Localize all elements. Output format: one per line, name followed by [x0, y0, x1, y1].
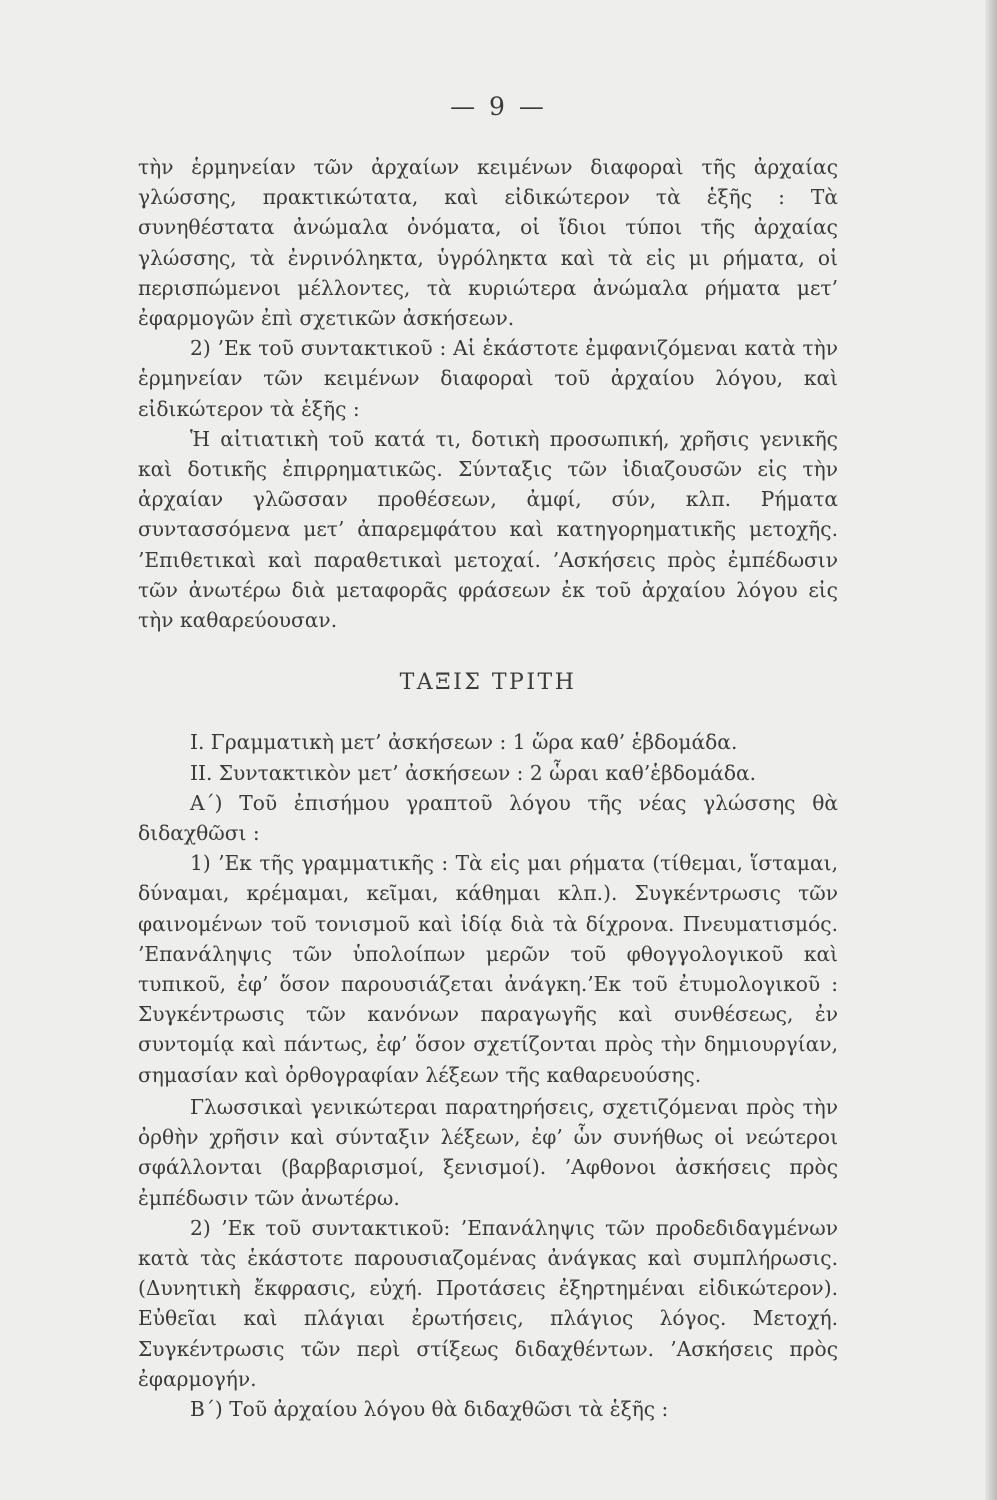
paragraph-grammar-continuation: τὴν ἑρμηνείαν τῶν ἀρχαίων κειμένων διαφοραὶ τῆς ἀρχαίας γλώσσης, πρακτικώτατα, καὶ εἰδικώτερον τὰ ἑξῆς : Τὰ συνηθέστατα ἀνώμαλα ὀνόματα, οἱ ἴδιοι τύποι τῆς ἀρχαίας γλώσσης, τὰ ἐνρινόληκτα, ὑγρόληκτα καὶ τὰ εἰς μι ρήματα, οἱ περισπώμενοι μέλλοντες, τὰ κυριώτερα ἀνώμαλα ρήματα μετ’ ἐφαρμογῶν ἐπὶ σχετικῶν ἀσκήσεων.: [138, 155, 838, 331]
body-text: [138, 152, 838, 1424]
schedule-item-syntax: II. Συντακτικὸν μετ’ ἀσκήσεων : 2 ὧραι καθ’ἑβδομάδα.: [190, 760, 757, 785]
section-a-linguistic-notes: Γλωσσικαὶ γενικώτεραι παρατηρήσεις, σχετιζόμεναι πρὸς τὴν ὀρθὴν χρῆσιν καὶ σύνταξιν λέξεων, ἐφ’ ὧν συνήθως οἱ νεώτεροι σφάλλονται (βαρβαρισμοί, ξενισμοί). ’Αφθονοι ἀσκήσεις πρὸς ἐμπέδωσιν τῶν ἀνωτέρω.: [138, 1094, 838, 1210]
section-a-grammar: 1) ’Εκ τῆς γραμματικῆς : Τὰ εἰς μαι ρήματα (τίθεμαι, ἵσταμαι, δύναμαι, κρέμαμαι, κεῖμαι, κάθημαι κλπ.). Συγκέντρωσις τῶν φαινομένων τοῦ τονισμοῦ καὶ ἰδίᾳ διὰ τὰ δίχρονα. Πνευματισμός. ’Επανάληψις τῶν ὑπολοίπων μερῶν τοῦ φθογγολογικοῦ καὶ τυπικοῦ, ἐφ’ ὅσον παρουσιάζεται ἀνάγκη.’Εκ τοῦ ἐτυμολογικοῦ : Συγκέντρωσις τῶν κανόνων παραγωγῆς καὶ συνθέσεως, ἐν συντομίᾳ καὶ πάντως, ἐφ’ ὅσον σχετίζονται πρὸς τὴν δημιουργίαν, σημασίαν καὶ ὀρθογραφίαν λέξεων τῆς καθαρευούσης.: [138, 851, 838, 1087]
page-number: — 9 —: [450, 92, 547, 121]
section-b-intro: Β΄) Τοῦ ἀρχαίου λόγου θὰ διδαχθῶσι τὰ ἑξῆς :: [190, 1396, 669, 1421]
page-edge: [985, 0, 997, 1500]
section-heading: ΤΑΞΙΣ ΤΡΙΤΗ: [399, 670, 577, 696]
section-a-intro: Α΄) Τοῦ ἐπισήμου γραπτοῦ λόγου τῆς νέας γλώσσης θὰ διδαχθῶσι :: [138, 790, 838, 846]
schedule-item-grammar: I. Γραμματικὴ μετ’ ἀσκήσεων : 1 ὥρα καθ’ ἑβδομάδα.: [190, 730, 738, 755]
paragraph-syntax-details: Ἡ αἰτιατικὴ τοῦ κατά τι, δοτικὴ προσωπική, χρῆσις γενικῆς καὶ δοτικῆς ἐπιρρηματικῶς. Σύνταξις τῶν ἰδιαζουσῶν εἰς τὴν ἀρχαίαν γλῶσσαν προθέσεων, ἀμφί, σύν, κλπ. Ρήματα συντασσόμενα μετ’ ἀπαρεμφάτου καὶ κατηγορηματικῆς μετοχῆς. ’Επιθετικαὶ καὶ παραθετικαὶ μετοχαί. ’Ασκήσεις πρὸς ἐμπέδωσιν τῶν ἀνωτέρω διὰ μεταφορᾶς φράσεων ἐκ τοῦ ἀρχαίου λόγου εἰς τὴν καθαρεύουσαν.: [138, 426, 838, 633]
section-a-syntax: 2) ’Εκ τοῦ συντακτικοῦ: ’Επανάληψις τῶν προδεδιδαγμένων κατὰ τὰς ἑκάστοτε παρουσιαζομένας ἀνάγκας καὶ συμπλήρωσις. (Δυνητικὴ ἔκφρασις, εὐχή. Προτάσεις ἐξηρτημέναι εἰδικώτερον). Εὐθεῖαι καὶ πλάγιαι ἐρωτήσεις, πλάγιος λόγος. Μετοχή. Συγκέντρωσις τῶν περὶ στίξεως διδαχθέντων. ’Ασκήσεις πρὸς ἐφαρμογήν.: [138, 1215, 838, 1391]
paragraph-syntax: 2) ’Εκ τοῦ συντακτικοῦ : Αἱ ἑκάστοτε ἐμφανιζόμεναι κατὰ τὴν ἑρμηνείαν τῶν κειμένων διαφοραὶ τοῦ ἀρχαίου λόγου, καὶ εἰδικώτερον τὰ ἑξῆς :: [138, 336, 838, 421]
